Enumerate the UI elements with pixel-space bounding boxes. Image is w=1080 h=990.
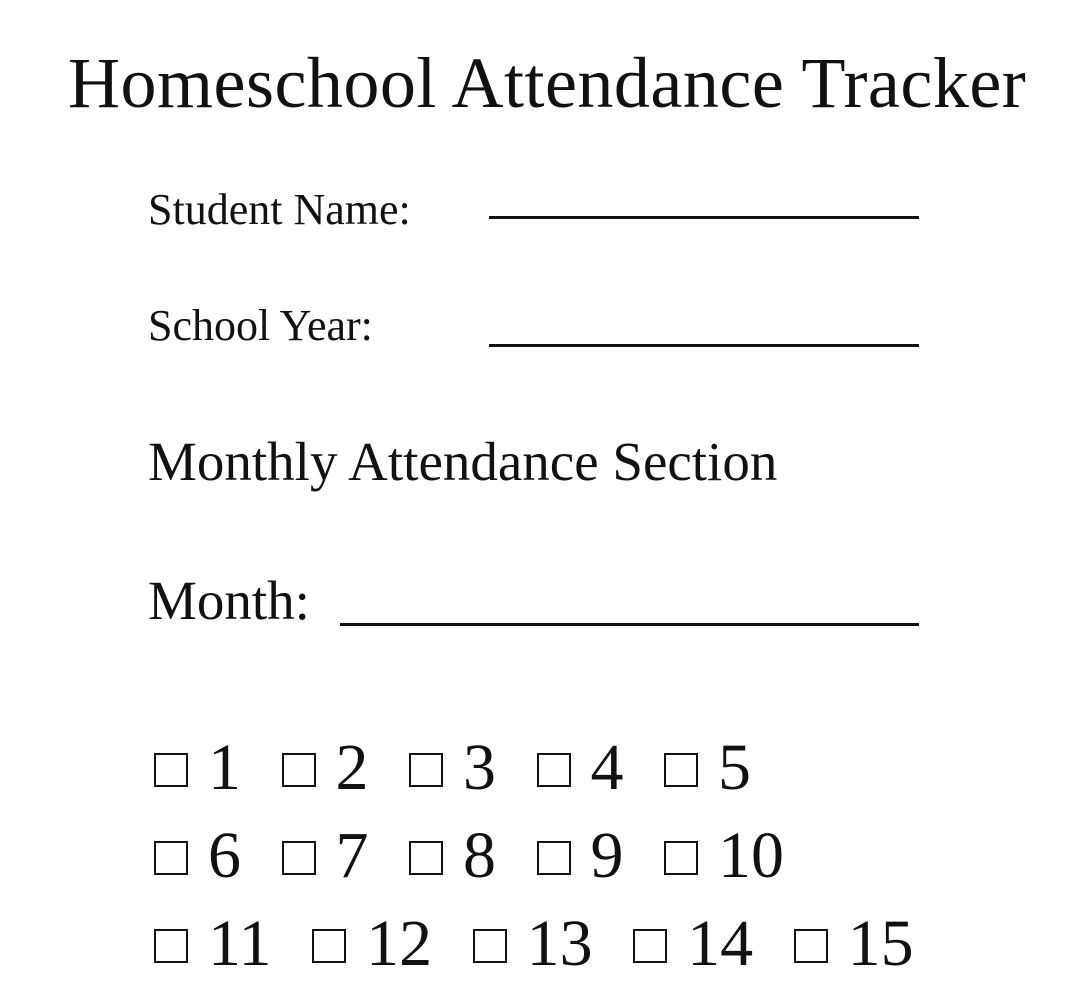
checkbox-icon[interactable] [794,929,828,963]
day-number: 13 [526,907,593,980]
student-name-blank-line[interactable] [489,216,919,219]
day-number: 2 [335,731,369,804]
day-number: 12 [366,907,433,980]
day-item [148,728,241,808]
day-row [148,816,1048,904]
month-blank-line[interactable] [340,623,919,626]
checkbox-icon[interactable] [664,841,698,875]
checkbox-icon[interactable] [537,841,571,875]
day-item [467,904,593,984]
checkbox-icon[interactable] [409,753,443,787]
day-item [148,904,272,984]
day-item [148,816,241,896]
month-label: Month: [148,570,310,631]
student-name-label: Student Name: [148,185,411,234]
checkbox-icon[interactable] [282,753,316,787]
day-number: 3 [463,731,496,804]
day-item [276,728,369,808]
day-item [627,904,753,984]
day-item [658,816,784,896]
checkbox-icon[interactable] [154,841,188,875]
checkbox-icon[interactable] [154,753,188,787]
day-item [276,816,369,896]
checkbox-icon[interactable] [664,753,698,787]
page-title: Homeschool Attendance Tracker [68,43,1027,123]
checkbox-icon[interactable] [537,753,571,787]
day-item [306,904,432,984]
day-number: 1 [208,731,241,804]
day-item [403,728,496,808]
day-checkbox-grid [148,728,1048,990]
day-number: 7 [335,819,369,892]
day-number: 10 [718,819,784,892]
checkbox-icon[interactable] [473,929,507,963]
day-number: 8 [463,819,496,892]
section-title: Monthly Attendance Section [148,431,778,492]
checkbox-icon[interactable] [282,841,316,875]
day-item [658,728,751,808]
checkbox-icon[interactable] [633,929,667,963]
day-number: 5 [718,731,751,804]
day-item [788,904,914,984]
day-number: 6 [208,819,241,892]
day-number: 9 [590,819,624,892]
checkbox-icon[interactable] [154,929,188,963]
school-year-blank-line[interactable] [489,344,919,347]
checkbox-icon[interactable] [409,841,443,875]
day-item [403,816,496,896]
day-number: 4 [590,731,624,804]
checkbox-icon[interactable] [312,929,346,963]
day-number: 11 [208,907,272,980]
day-item [531,728,624,808]
school-year-label: School Year: [148,301,373,350]
day-item [531,816,624,896]
day-row [148,728,1048,816]
day-number: 14 [687,907,754,980]
day-row [148,904,1048,990]
day-number: 15 [847,907,914,980]
